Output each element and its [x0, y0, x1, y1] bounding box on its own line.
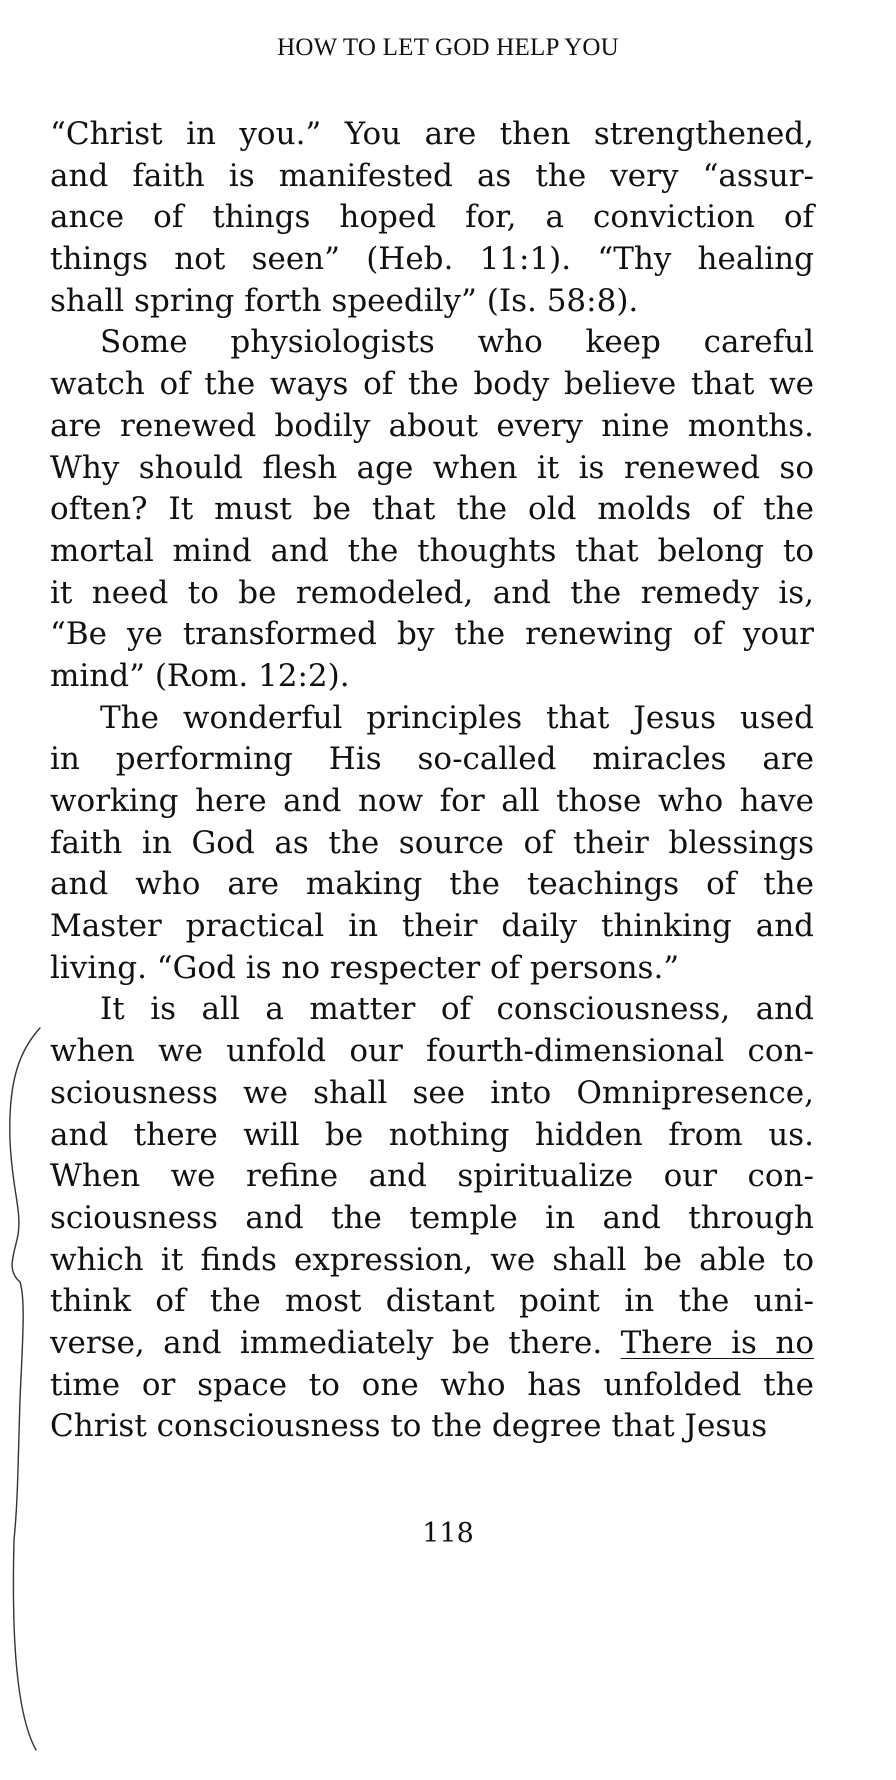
text-line: mortal mind and the thoughts that belong to [50, 532, 814, 569]
text-line: Some physiologists who keep careful [100, 324, 814, 361]
text-line: Master practical in their daily thinking and [50, 908, 814, 945]
text-line: think of the most distant point in the uni- [50, 1283, 814, 1320]
text-line: Why should flesh age when it is renewed so [50, 449, 814, 486]
text-line: working here and now for all those who have [50, 783, 814, 819]
text-line: and there will be nothing hidden from us. [50, 1116, 814, 1153]
text-line: “Be ye transformed by the renewing of your [50, 616, 814, 653]
text-line: often? It must be that the old molds of the [50, 491, 814, 528]
text-line: and faith is manifested as the very “assur- [50, 157, 814, 194]
text-line: The wonderful principles that Jesus used [100, 699, 814, 736]
underlined-phrase: There is no [620, 1324, 814, 1361]
text-line: when we unfold our fourth-dimensional con- [50, 1033, 814, 1070]
text-line: and who are making the teachings of the [50, 866, 814, 903]
text-line [50, 1323, 814, 1365]
text-line: It is all a matter of consciousness, and [100, 991, 814, 1028]
text-line: ance of things hoped for, a conviction of [50, 199, 814, 236]
text-line: faith in God as the source of their blessings [50, 824, 814, 861]
running-head: HOW TO LET GOD HELP YOU [277, 34, 619, 61]
text-line: Christ consciousness to the degree that Jesus [50, 1408, 768, 1445]
text-line: time or space to one who has unfolded the [50, 1366, 814, 1403]
text-line: sciousness and the temple in and through [50, 1199, 814, 1236]
text-line: shall spring forth speedily” (Is. 58:8). [50, 282, 639, 319]
text-line: “Christ in you.” You are then strengthened, [50, 116, 814, 152]
text-line: sciousness we shall see into Omnipresence, [50, 1074, 814, 1111]
page-body [50, 114, 814, 1448]
text-line: in performing His so-called miracles are [50, 741, 814, 778]
text-line: living. “God is no respecter of persons.” [50, 949, 680, 986]
text-line: which it finds expression, we shall be able to [50, 1241, 814, 1278]
text-line: it need to be remodeled, and the remedy is, [50, 574, 814, 611]
text-fragment: verse, and immediately be there. [50, 1324, 603, 1361]
text-line: are renewed bodily about every nine months. [50, 407, 814, 444]
text-line: mind” (Rom. 12:2). [50, 657, 350, 694]
text-line: watch of the ways of the body believe that we [50, 366, 814, 403]
page-number: 118 [422, 1518, 474, 1549]
text-line: When we refine and spiritualize our con- [50, 1158, 814, 1195]
text-line: things not seen” (Heb. 11:1). “Thy healing [50, 241, 814, 278]
